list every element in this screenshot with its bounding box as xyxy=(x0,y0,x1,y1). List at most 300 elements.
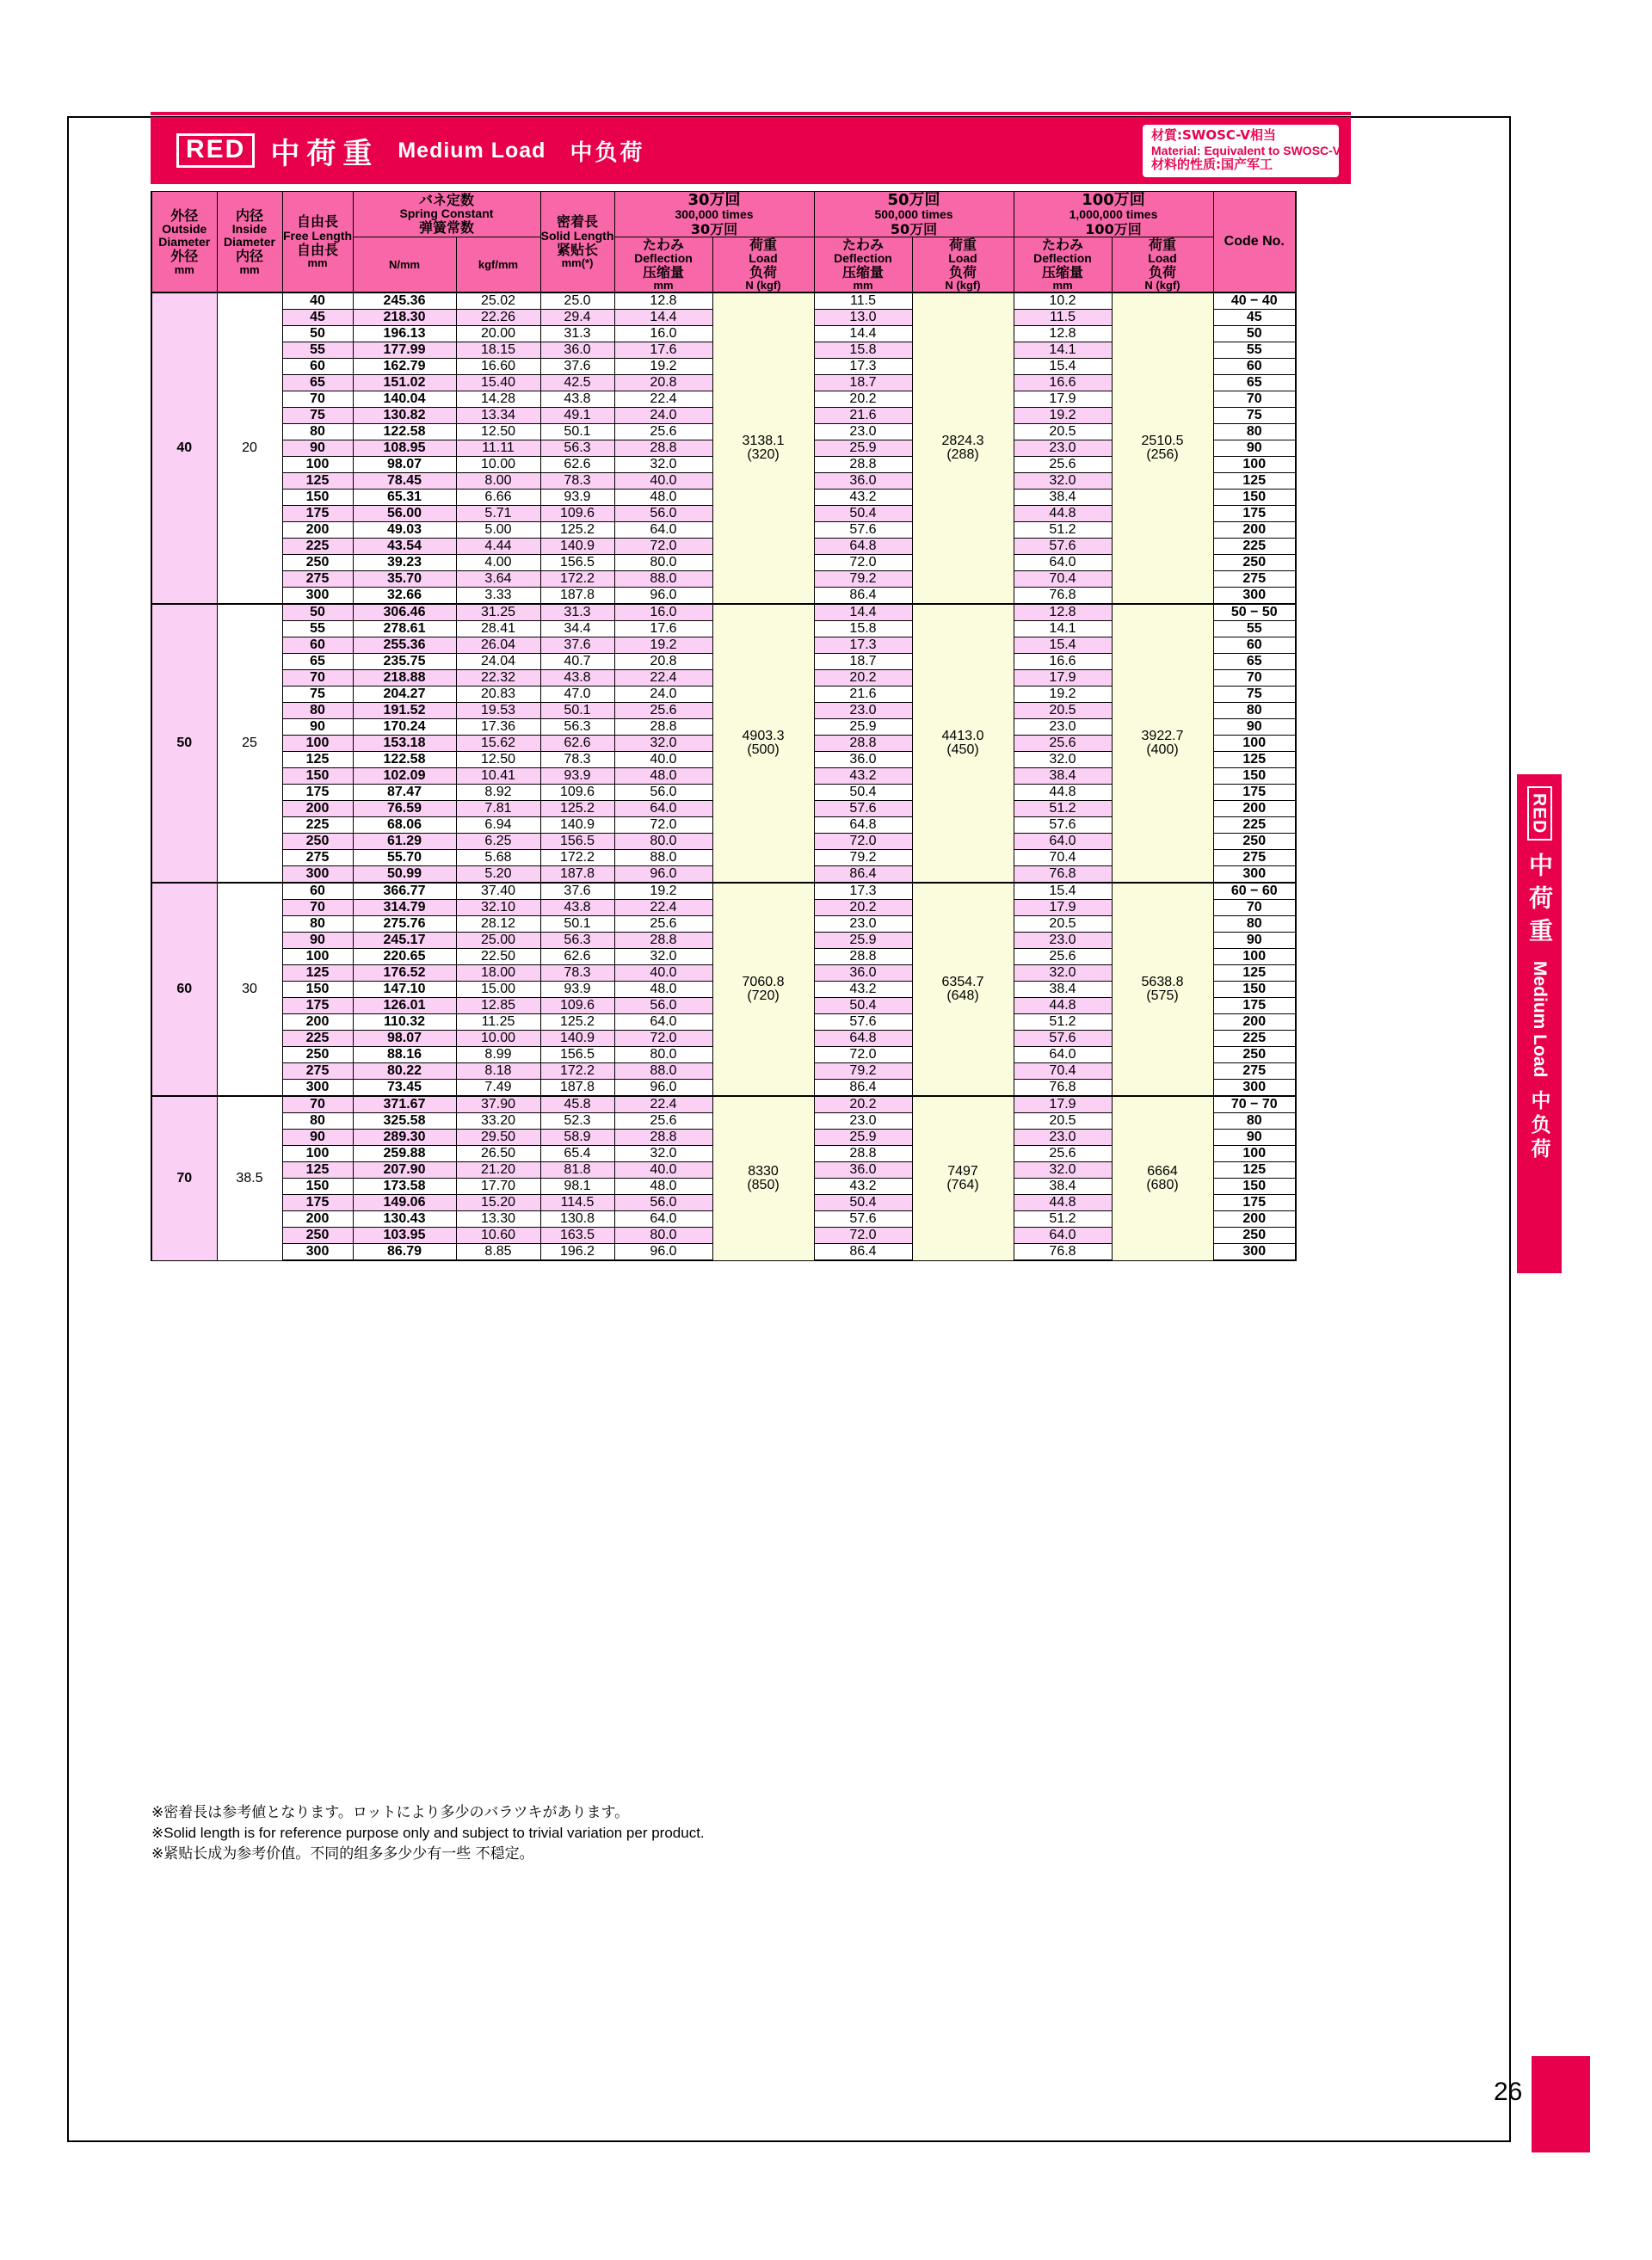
cell-free-length: 300 xyxy=(282,588,353,605)
cell-free-length: 90 xyxy=(282,719,353,736)
cell-deflection-500k: 25.9 xyxy=(814,933,912,949)
cell-deflection-300k: 72.0 xyxy=(614,817,712,834)
cell-deflection-500k: 43.2 xyxy=(814,490,912,506)
cell-code-no: 200 xyxy=(1213,801,1296,817)
cell-free-length: 175 xyxy=(282,998,353,1014)
cell-solid-length: 62.6 xyxy=(540,457,614,473)
cell-code-no: 125 xyxy=(1213,965,1296,982)
cell-spring-constant-n: 176.52 xyxy=(353,965,456,982)
cell-deflection-1m: 32.0 xyxy=(1014,473,1112,490)
cell-deflection-1m: 12.8 xyxy=(1014,326,1112,342)
cell-spring-constant-kgf: 26.50 xyxy=(456,1146,540,1162)
cell-deflection-500k: 43.2 xyxy=(814,982,912,998)
cell-solid-length: 109.6 xyxy=(540,785,614,801)
cell-solid-length: 156.5 xyxy=(540,1047,614,1063)
cell-deflection-500k: 86.4 xyxy=(814,588,912,605)
cell-deflection-500k: 15.8 xyxy=(814,342,912,359)
cell-deflection-1m: 23.0 xyxy=(1014,719,1112,736)
cell-spring-constant-n: 103.95 xyxy=(353,1228,456,1244)
cell-deflection-1m: 17.9 xyxy=(1014,670,1112,687)
cell-spring-constant-n: 235.75 xyxy=(353,654,456,670)
spring-spec-table xyxy=(151,191,1297,1261)
cell-deflection-300k: 56.0 xyxy=(614,1195,712,1211)
cell-solid-length: 50.1 xyxy=(540,916,614,933)
cell-spring-constant-kgf: 33.20 xyxy=(456,1113,540,1130)
cell-code-no: 175 xyxy=(1213,785,1296,801)
header-load-1m: 荷重 Load 负荷 N (kgf) xyxy=(1112,237,1213,293)
cell-deflection-300k: 24.0 xyxy=(614,687,712,703)
cell-free-length: 175 xyxy=(282,1195,353,1211)
cell-spring-constant-kgf: 4.44 xyxy=(456,539,540,555)
cell-deflection-500k: 57.6 xyxy=(814,1211,912,1228)
cell-deflection-300k: 88.0 xyxy=(614,571,712,588)
cell-deflection-300k: 88.0 xyxy=(614,1063,712,1080)
cell-inside-diameter: 30 xyxy=(217,883,282,1096)
cell-deflection-300k: 72.0 xyxy=(614,539,712,555)
header-banner xyxy=(151,117,1351,184)
cell-deflection-500k: 36.0 xyxy=(814,473,912,490)
cell-free-length: 275 xyxy=(282,850,353,866)
cell-deflection-300k: 16.0 xyxy=(614,326,712,342)
cell-deflection-1m: 44.8 xyxy=(1014,998,1112,1014)
cell-spring-constant-kgf: 5.68 xyxy=(456,850,540,866)
cell-solid-length: 37.6 xyxy=(540,359,614,375)
cell-code-no: 75 xyxy=(1213,408,1296,424)
cell-deflection-1m: 51.2 xyxy=(1014,1014,1112,1031)
cell-spring-constant-kgf: 13.34 xyxy=(456,408,540,424)
cell-solid-length: 43.8 xyxy=(540,391,614,408)
cell-spring-constant-n: 140.04 xyxy=(353,391,456,408)
cell-inside-diameter: 20 xyxy=(217,293,282,604)
cell-deflection-500k: 43.2 xyxy=(814,768,912,785)
footnote-jp: ※密着長は参考値となります。ロットにより多少のバラツキがあります。 xyxy=(151,1804,630,1821)
cell-deflection-300k: 48.0 xyxy=(614,490,712,506)
cell-free-length: 100 xyxy=(282,949,353,965)
cell-deflection-300k: 56.0 xyxy=(614,785,712,801)
cell-solid-length: 172.2 xyxy=(540,1063,614,1080)
cell-deflection-300k: 22.4 xyxy=(614,1096,712,1113)
cell-deflection-500k: 72.0 xyxy=(814,834,912,850)
cell-spring-constant-kgf: 18.15 xyxy=(456,342,540,359)
cell-solid-length: 187.8 xyxy=(540,1080,614,1097)
cell-deflection-1m: 44.8 xyxy=(1014,785,1112,801)
cell-spring-constant-n: 32.66 xyxy=(353,588,456,605)
cell-deflection-300k: 19.2 xyxy=(614,637,712,654)
cell-spring-constant-kgf: 8.00 xyxy=(456,473,540,490)
cell-free-length: 125 xyxy=(282,1162,353,1179)
cell-deflection-1m: 20.5 xyxy=(1014,424,1112,440)
cell-solid-length: 196.2 xyxy=(540,1244,614,1261)
cell-deflection-300k: 22.4 xyxy=(614,900,712,916)
cell-deflection-300k: 16.0 xyxy=(614,604,712,621)
cell-solid-length: 31.3 xyxy=(540,604,614,621)
cell-deflection-300k: 22.4 xyxy=(614,670,712,687)
cell-code-no: 100 xyxy=(1213,1146,1296,1162)
cell-deflection-500k: 36.0 xyxy=(814,965,912,982)
cell-solid-length: 78.3 xyxy=(540,752,614,768)
cell-code-no: 65 xyxy=(1213,654,1296,670)
cell-deflection-1m: 76.8 xyxy=(1014,588,1112,605)
cell-spring-constant-n: 56.00 xyxy=(353,506,456,522)
cell-deflection-500k: 57.6 xyxy=(814,1014,912,1031)
banner-title-en: Medium Load xyxy=(398,138,546,163)
cell-spring-constant-n: 86.79 xyxy=(353,1244,456,1261)
cell-code-no: 300 xyxy=(1213,1244,1296,1261)
cell-spring-constant-kgf: 25.02 xyxy=(456,293,540,310)
cell-free-length: 90 xyxy=(282,1130,353,1146)
cell-load-1m: 2510.5 (256) xyxy=(1112,293,1213,604)
cell-deflection-1m: 76.8 xyxy=(1014,1244,1112,1261)
cell-spring-constant-kgf: 31.25 xyxy=(456,604,540,621)
header-load-500k: 荷重 Load 负荷 N (kgf) xyxy=(912,237,1014,293)
cell-spring-constant-kgf: 8.85 xyxy=(456,1244,540,1261)
cell-solid-length: 93.9 xyxy=(540,490,614,506)
cell-deflection-500k: 23.0 xyxy=(814,916,912,933)
cell-spring-constant-n: 245.17 xyxy=(353,933,456,949)
cell-spring-constant-kgf: 21.20 xyxy=(456,1162,540,1179)
cell-deflection-500k: 50.4 xyxy=(814,506,912,522)
cell-free-length: 100 xyxy=(282,736,353,752)
cell-spring-constant-n: 65.31 xyxy=(353,490,456,506)
material-spec-box xyxy=(1143,125,1339,177)
cell-load-300k: 3138.1 (320) xyxy=(712,293,814,604)
header-deflection-300k: たわみ Deflection 压缩量 mm xyxy=(614,237,712,293)
cell-deflection-1m: 19.2 xyxy=(1014,687,1112,703)
cell-free-length: 150 xyxy=(282,490,353,506)
cell-load-300k: 7060.8 (720) xyxy=(712,883,814,1096)
cell-spring-constant-kgf: 16.60 xyxy=(456,359,540,375)
header-outside-diameter: 外径 Outside Diameter 外径 mm xyxy=(151,192,217,293)
cell-free-length: 125 xyxy=(282,965,353,982)
cell-spring-constant-n: 61.29 xyxy=(353,834,456,850)
cell-deflection-1m: 25.6 xyxy=(1014,1146,1112,1162)
page-corner-mark xyxy=(1532,2056,1590,2152)
cell-deflection-500k: 17.3 xyxy=(814,883,912,900)
cell-code-no: 90 xyxy=(1213,440,1296,457)
cell-code-no: 55 xyxy=(1213,621,1296,637)
cell-free-length: 80 xyxy=(282,1113,353,1130)
cell-deflection-1m: 64.0 xyxy=(1014,834,1112,850)
cell-code-no: 55 xyxy=(1213,342,1296,359)
cell-spring-constant-kgf: 12.50 xyxy=(456,424,540,440)
cell-deflection-500k: 72.0 xyxy=(814,1047,912,1063)
cell-deflection-1m: 14.1 xyxy=(1014,342,1112,359)
cell-code-no: 40 − 40 xyxy=(1213,293,1296,310)
cell-free-length: 125 xyxy=(282,752,353,768)
cell-free-length: 300 xyxy=(282,1080,353,1097)
cell-spring-constant-n: 153.18 xyxy=(353,736,456,752)
cell-solid-length: 130.8 xyxy=(540,1211,614,1228)
cell-spring-constant-n: 151.02 xyxy=(353,375,456,391)
cell-deflection-300k: 22.4 xyxy=(614,391,712,408)
cell-spring-constant-kgf: 8.92 xyxy=(456,785,540,801)
side-tab-title-cn: 中负荷 xyxy=(1527,1089,1550,1162)
cell-outside-diameter: 60 xyxy=(151,883,217,1096)
cell-solid-length: 62.6 xyxy=(540,949,614,965)
cell-deflection-300k: 56.0 xyxy=(614,506,712,522)
cell-load-500k: 4413.0 (450) xyxy=(912,604,1014,883)
cell-spring-constant-kgf: 15.40 xyxy=(456,375,540,391)
cell-spring-constant-n: 68.06 xyxy=(353,817,456,834)
cell-deflection-1m: 25.6 xyxy=(1014,457,1112,473)
cell-deflection-300k: 17.6 xyxy=(614,342,712,359)
cell-deflection-500k: 20.2 xyxy=(814,1096,912,1113)
cell-spring-constant-kgf: 20.83 xyxy=(456,687,540,703)
material-line-cn: 材料的性质:国产军工 xyxy=(1151,157,1273,173)
footnote-cn: ※紧贴长成为参考价值。不同的组多多少少有一些 不穏定。 xyxy=(151,1845,534,1863)
cell-deflection-500k: 20.2 xyxy=(814,670,912,687)
cell-spring-constant-n: 110.32 xyxy=(353,1014,456,1031)
cell-deflection-300k: 80.0 xyxy=(614,834,712,850)
cell-code-no: 175 xyxy=(1213,506,1296,522)
cell-spring-constant-n: 50.99 xyxy=(353,866,456,884)
cell-solid-length: 49.1 xyxy=(540,408,614,424)
cell-deflection-1m: 70.4 xyxy=(1014,850,1112,866)
cell-deflection-1m: 57.6 xyxy=(1014,817,1112,834)
cell-deflection-300k: 72.0 xyxy=(614,1031,712,1047)
header-unit-kgf-per-mm: kgf/mm xyxy=(456,237,540,293)
cell-free-length: 70 xyxy=(282,391,353,408)
cell-deflection-500k: 25.9 xyxy=(814,440,912,457)
cell-deflection-500k: 72.0 xyxy=(814,555,912,571)
cell-free-length: 300 xyxy=(282,866,353,884)
cell-deflection-300k: 80.0 xyxy=(614,1228,712,1244)
cell-deflection-300k: 14.4 xyxy=(614,310,712,326)
cell-outside-diameter: 40 xyxy=(151,293,217,604)
cell-spring-constant-n: 196.13 xyxy=(353,326,456,342)
cell-free-length: 65 xyxy=(282,375,353,391)
cell-solid-length: 140.9 xyxy=(540,817,614,834)
cell-spring-constant-n: 98.07 xyxy=(353,457,456,473)
cell-deflection-500k: 17.3 xyxy=(814,359,912,375)
cell-deflection-300k: 96.0 xyxy=(614,1244,712,1261)
cell-spring-constant-kgf: 22.50 xyxy=(456,949,540,965)
cell-free-length: 70 xyxy=(282,1096,353,1113)
cell-free-length: 70 xyxy=(282,900,353,916)
cell-deflection-1m: 19.2 xyxy=(1014,408,1112,424)
cell-deflection-300k: 56.0 xyxy=(614,998,712,1014)
cell-deflection-1m: 44.8 xyxy=(1014,506,1112,522)
cell-free-length: 300 xyxy=(282,1244,353,1261)
cell-free-length: 275 xyxy=(282,1063,353,1080)
cell-deflection-1m: 15.4 xyxy=(1014,883,1112,900)
cell-solid-length: 34.4 xyxy=(540,621,614,637)
cell-spring-constant-kgf: 26.04 xyxy=(456,637,540,654)
cell-load-500k: 2824.3 (288) xyxy=(912,293,1014,604)
cell-spring-constant-kgf: 4.00 xyxy=(456,555,540,571)
cell-deflection-1m: 70.4 xyxy=(1014,571,1112,588)
cell-code-no: 200 xyxy=(1213,1211,1296,1228)
cell-free-length: 100 xyxy=(282,1146,353,1162)
cell-free-length: 200 xyxy=(282,1014,353,1031)
cell-spring-constant-n: 126.01 xyxy=(353,998,456,1014)
cell-code-no: 100 xyxy=(1213,949,1296,965)
cell-free-length: 150 xyxy=(282,768,353,785)
footnotes xyxy=(151,1802,705,1864)
cell-free-length: 45 xyxy=(282,310,353,326)
cell-deflection-300k: 25.6 xyxy=(614,916,712,933)
cell-deflection-500k: 86.4 xyxy=(814,866,912,884)
cell-code-no: 80 xyxy=(1213,424,1296,440)
header-load-300k: 荷重 Load 负荷 N (kgf) xyxy=(712,237,814,293)
cell-code-no: 60 xyxy=(1213,637,1296,654)
cell-code-no: 125 xyxy=(1213,473,1296,490)
cell-deflection-300k: 28.8 xyxy=(614,719,712,736)
cell-free-length: 225 xyxy=(282,1031,353,1047)
cell-spring-constant-n: 78.45 xyxy=(353,473,456,490)
cell-deflection-1m: 57.6 xyxy=(1014,1031,1112,1047)
cell-deflection-1m: 38.4 xyxy=(1014,982,1112,998)
cell-spring-constant-n: 98.07 xyxy=(353,1031,456,1047)
cell-free-length: 75 xyxy=(282,408,353,424)
cell-solid-length: 93.9 xyxy=(540,982,614,998)
cell-spring-constant-n: 102.09 xyxy=(353,768,456,785)
cell-free-length: 80 xyxy=(282,424,353,440)
cell-code-no: 70 − 70 xyxy=(1213,1096,1296,1113)
cell-deflection-500k: 20.2 xyxy=(814,391,912,408)
cell-load-1m: 3922.7 (400) xyxy=(1112,604,1213,883)
header-cycles-500k: 50万回 500,000 times 50万回 xyxy=(814,192,1014,237)
cell-spring-constant-n: 278.61 xyxy=(353,621,456,637)
cell-deflection-1m: 32.0 xyxy=(1014,1162,1112,1179)
cell-code-no: 90 xyxy=(1213,1130,1296,1146)
cell-spring-constant-n: 55.70 xyxy=(353,850,456,866)
cell-spring-constant-n: 259.88 xyxy=(353,1146,456,1162)
cell-solid-length: 125.2 xyxy=(540,801,614,817)
cell-free-length: 225 xyxy=(282,817,353,834)
cell-spring-constant-n: 218.30 xyxy=(353,310,456,326)
cell-deflection-300k: 32.0 xyxy=(614,736,712,752)
cell-free-length: 200 xyxy=(282,1211,353,1228)
cell-deflection-300k: 64.0 xyxy=(614,801,712,817)
cell-solid-length: 62.6 xyxy=(540,736,614,752)
cell-spring-constant-n: 173.58 xyxy=(353,1179,456,1195)
footnote-en: ※Solid length is for reference purpose only and subject to trivial variation per product. xyxy=(151,1825,705,1842)
cell-solid-length: 25.0 xyxy=(540,293,614,310)
cell-spring-constant-n: 39.23 xyxy=(353,555,456,571)
cell-free-length: 175 xyxy=(282,506,353,522)
cell-spring-constant-n: 80.22 xyxy=(353,1063,456,1080)
cell-deflection-500k: 36.0 xyxy=(814,1162,912,1179)
cell-inside-diameter: 25 xyxy=(217,604,282,883)
cell-free-length: 60 xyxy=(282,637,353,654)
cell-code-no: 150 xyxy=(1213,1179,1296,1195)
cell-deflection-1m: 51.2 xyxy=(1014,522,1112,539)
cell-deflection-300k: 28.8 xyxy=(614,933,712,949)
cell-spring-constant-n: 207.90 xyxy=(353,1162,456,1179)
cell-code-no: 70 xyxy=(1213,391,1296,408)
cell-spring-constant-kgf: 28.12 xyxy=(456,916,540,933)
cell-spring-constant-kgf: 5.71 xyxy=(456,506,540,522)
cell-code-no: 225 xyxy=(1213,1031,1296,1047)
cell-code-no: 60 xyxy=(1213,359,1296,375)
cell-code-no: 70 xyxy=(1213,900,1296,916)
cell-deflection-500k: 43.2 xyxy=(814,1179,912,1195)
cell-spring-constant-n: 325.58 xyxy=(353,1113,456,1130)
cell-code-no: 250 xyxy=(1213,834,1296,850)
banner-title-jp: 中荷重 xyxy=(270,136,379,171)
cell-deflection-1m: 32.0 xyxy=(1014,965,1112,982)
cell-deflection-500k: 50.4 xyxy=(814,998,912,1014)
cell-deflection-1m: 38.4 xyxy=(1014,490,1112,506)
cell-solid-length: 56.3 xyxy=(540,719,614,736)
cell-spring-constant-kgf: 29.50 xyxy=(456,1130,540,1146)
cell-spring-constant-n: 122.58 xyxy=(353,752,456,768)
cell-spring-constant-kgf: 6.94 xyxy=(456,817,540,834)
cell-free-length: 250 xyxy=(282,834,353,850)
cell-deflection-300k: 64.0 xyxy=(614,522,712,539)
cell-spring-constant-kgf: 3.33 xyxy=(456,588,540,605)
cell-free-length: 60 xyxy=(282,883,353,900)
table-row xyxy=(151,293,1296,310)
cell-code-no: 80 xyxy=(1213,1113,1296,1130)
cell-spring-constant-kgf: 3.64 xyxy=(456,571,540,588)
cell-code-no: 80 xyxy=(1213,916,1296,933)
cell-deflection-1m: 51.2 xyxy=(1014,1211,1112,1228)
cell-deflection-500k: 79.2 xyxy=(814,850,912,866)
cell-code-no: 150 xyxy=(1213,768,1296,785)
cell-spring-constant-n: 289.30 xyxy=(353,1130,456,1146)
cell-free-length: 150 xyxy=(282,982,353,998)
cell-free-length: 200 xyxy=(282,522,353,539)
cell-free-length: 70 xyxy=(282,670,353,687)
cell-solid-length: 56.3 xyxy=(540,933,614,949)
cell-code-no: 70 xyxy=(1213,670,1296,687)
cell-solid-length: 29.4 xyxy=(540,310,614,326)
cell-deflection-300k: 12.8 xyxy=(614,293,712,310)
cell-deflection-500k: 23.0 xyxy=(814,424,912,440)
cell-deflection-500k: 14.4 xyxy=(814,604,912,621)
cell-code-no: 50 − 50 xyxy=(1213,604,1296,621)
table-row xyxy=(151,604,1296,621)
cell-free-length: 250 xyxy=(282,555,353,571)
cell-code-no: 90 xyxy=(1213,719,1296,736)
cell-code-no: 300 xyxy=(1213,866,1296,884)
cell-deflection-500k: 72.0 xyxy=(814,1228,912,1244)
table-row xyxy=(151,883,1296,900)
cell-deflection-500k: 21.6 xyxy=(814,408,912,424)
cell-code-no: 250 xyxy=(1213,1228,1296,1244)
cell-code-no: 100 xyxy=(1213,736,1296,752)
cell-deflection-300k: 40.0 xyxy=(614,1162,712,1179)
cell-spring-constant-kgf: 10.00 xyxy=(456,457,540,473)
cell-code-no: 45 xyxy=(1213,310,1296,326)
cell-solid-length: 93.9 xyxy=(540,768,614,785)
cell-deflection-1m: 23.0 xyxy=(1014,1130,1112,1146)
cell-deflection-300k: 25.6 xyxy=(614,1113,712,1130)
cell-spring-constant-kgf: 13.30 xyxy=(456,1211,540,1228)
cell-free-length: 75 xyxy=(282,687,353,703)
page-number: 26 xyxy=(1494,2078,1523,2106)
cell-solid-length: 36.0 xyxy=(540,342,614,359)
cell-spring-constant-kgf: 12.50 xyxy=(456,752,540,768)
cell-spring-constant-kgf: 22.32 xyxy=(456,670,540,687)
cell-deflection-500k: 18.7 xyxy=(814,375,912,391)
cell-deflection-300k: 40.0 xyxy=(614,752,712,768)
cell-deflection-300k: 48.0 xyxy=(614,982,712,998)
cell-solid-length: 47.0 xyxy=(540,687,614,703)
cell-deflection-1m: 64.0 xyxy=(1014,555,1112,571)
cell-spring-constant-n: 220.65 xyxy=(353,949,456,965)
cell-solid-length: 172.2 xyxy=(540,571,614,588)
cell-code-no: 100 xyxy=(1213,457,1296,473)
cell-deflection-300k: 24.0 xyxy=(614,408,712,424)
cell-code-no: 275 xyxy=(1213,850,1296,866)
cell-code-no: 200 xyxy=(1213,522,1296,539)
cell-free-length: 50 xyxy=(282,326,353,342)
cell-spring-constant-n: 122.58 xyxy=(353,424,456,440)
cell-spring-constant-n: 275.76 xyxy=(353,916,456,933)
